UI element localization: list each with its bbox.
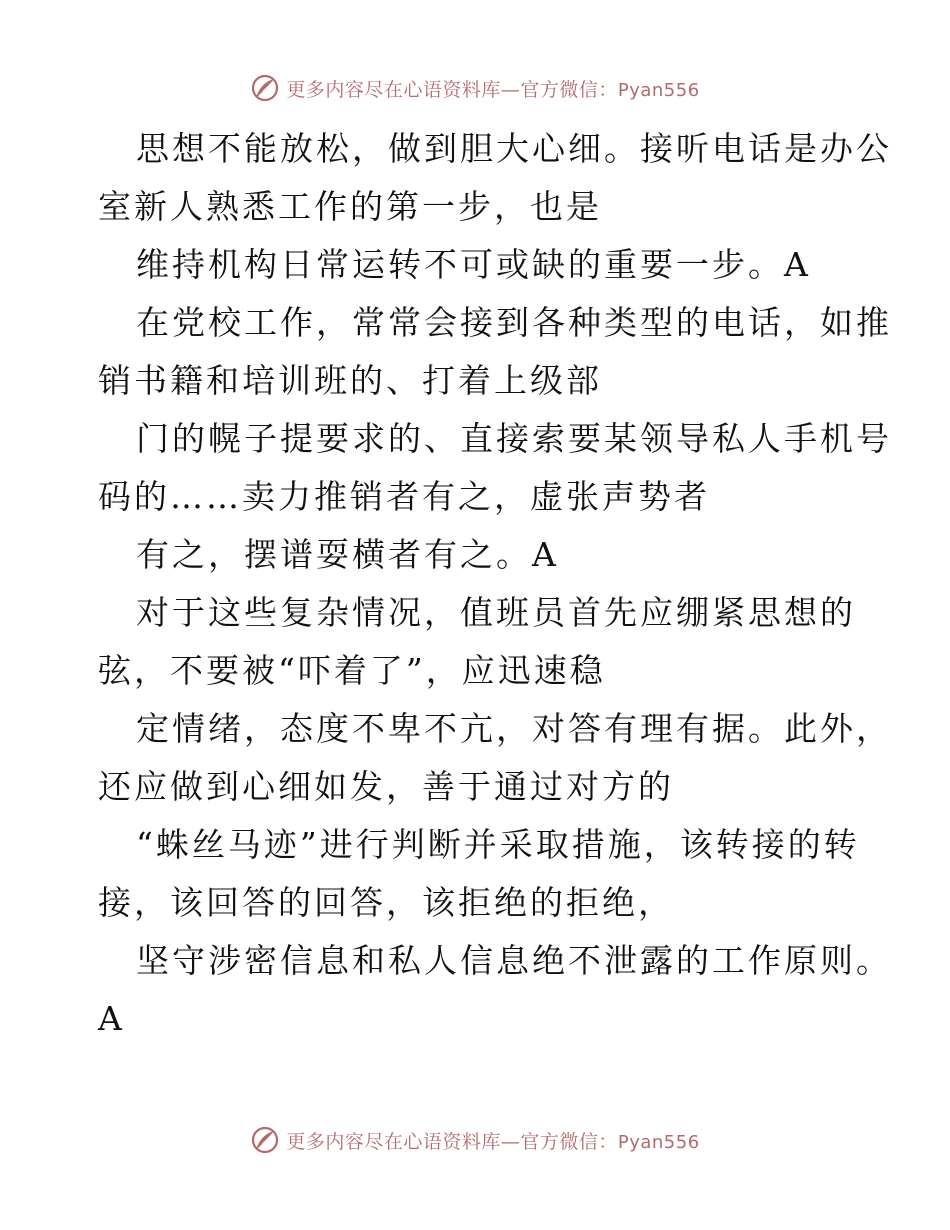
document-body — [98, 120, 892, 1048]
paragraph-line: 接，该回答的回答，该拒绝的拒绝， — [98, 883, 674, 922]
paragraph-line: 对于这些复杂情况，值班员首先应绷紧思想的 — [136, 593, 856, 632]
quill-logo-icon — [250, 73, 280, 103]
paragraph-line: 弦，不要被“吓着了”，应迅速稳 — [98, 651, 606, 690]
paragraph-line: “蛛丝马迹”进行判断并采取措施，该转接的转 — [136, 825, 860, 864]
paragraph-line: 维持机构日常运转不可或缺的重要一步。A — [136, 245, 811, 284]
footer-banner — [0, 1120, 950, 1160]
paragraph-line: 在党校工作，常常会接到各种类型的电话，如推 — [136, 303, 892, 342]
paragraph-line: 有之，摆谱耍横者有之。A — [136, 535, 559, 574]
header-banner-text: 更多内容尽在心语资料库—官方微信：Pyan556 — [286, 78, 700, 101]
paragraph-line: 定情绪，态度不卑不亢，对答有理有据。此外， — [136, 709, 892, 748]
header-banner — [0, 68, 950, 108]
footer-wechat-id: Pyan556 — [617, 1131, 700, 1153]
paragraph-line: 坚守涉密信息和私人信息绝不泄露的工作原则。 — [136, 941, 892, 980]
paragraph-line: A — [98, 999, 125, 1038]
footer-banner-text: 更多内容尽在心语资料库—官方微信：Pyan556 — [286, 1130, 700, 1153]
paragraph-line: 室新人熟悉工作的第一步，也是 — [98, 187, 602, 226]
paragraph-line: 还应做到心细如发，善于通过对方的 — [98, 767, 674, 806]
paragraph-line: 码的……卖力推销者有之，虚张声势者 — [98, 477, 710, 516]
header-wechat-id: Pyan556 — [617, 79, 700, 101]
quill-logo-icon — [250, 1125, 280, 1155]
paragraph-line: 思想不能放松，做到胆大心细。接听电话是办公 — [136, 129, 892, 168]
paragraph-line: 销书籍和培训班的、打着上级部 — [98, 361, 602, 400]
paragraph-line: 门的幌子提要求的、直接索要某领导私人手机号 — [136, 419, 892, 458]
